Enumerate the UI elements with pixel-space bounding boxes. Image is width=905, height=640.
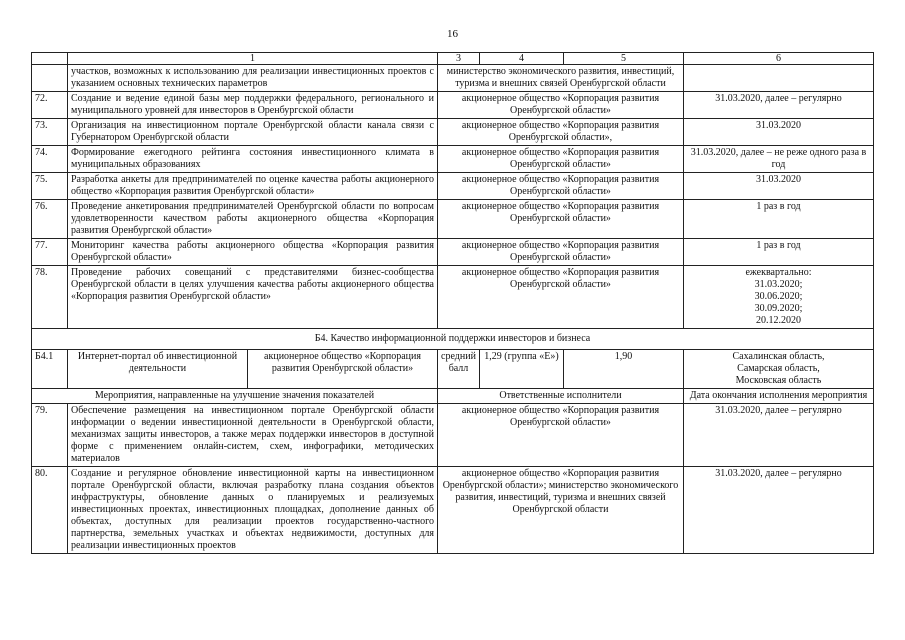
deadline-line: 30.09.2020;	[754, 303, 803, 314]
measure-text: Мониторинг качества работы акционерного общества «Корпорация развития Оренбургской области»	[68, 239, 438, 266]
indicator-target: 1,90	[564, 350, 684, 389]
responsible-text: акционерное общество «Корпорация развития Оренбургской области»	[438, 92, 684, 119]
deadline-text	[684, 65, 874, 92]
measure-text: Проведение анкетирования предпринимателей Оренбургской области по вопросам удовлетворенности качеством работы акционерного общества «Корпорация развития Оренбургской области»	[68, 200, 438, 239]
header-cell: 4	[480, 53, 564, 65]
row-number: 75.	[32, 173, 68, 200]
header-cell: 3	[438, 53, 480, 65]
table-row	[32, 173, 874, 200]
deadline-text: 1 раз в год	[684, 239, 874, 266]
row-number: 79.	[32, 404, 68, 467]
measure-text: Создание и ведение единой базы мер поддержки федерального, регионального и муниципального уровней для инвесторов в Оренбургской области	[68, 92, 438, 119]
measure-text: Проведение рабочих совещаний с представителями бизнес-сообщества Оренбургской области в целях улучшения качества работы акционерного общества «Корпорация развития Оренбургской области»	[68, 266, 438, 329]
responsible-text: акционерное общество «Корпорация развития Оренбургской области»	[438, 200, 684, 239]
table-row	[32, 92, 874, 119]
table-row	[32, 200, 874, 239]
deadline-text: 31.03.2020, далее – регулярно	[684, 92, 874, 119]
region-line: Самарская область,	[737, 363, 820, 374]
row-number: 77.	[32, 239, 68, 266]
page-number: 16	[447, 28, 458, 40]
row-number: 78.	[32, 266, 68, 329]
row-number: 74.	[32, 146, 68, 173]
responsible-text: акционерное общество «Корпорация развития Оренбургской области»	[438, 404, 684, 467]
row-number: 80.	[32, 467, 68, 554]
header-cell	[32, 53, 68, 65]
row-number: 76.	[32, 200, 68, 239]
deadline-line: ежеквартально:	[745, 267, 812, 278]
responsible-text: акционерное общество «Корпорация развития Оренбургской области»	[438, 173, 684, 200]
table-row	[32, 146, 874, 173]
responsible-text: акционерное общество «Корпорация развития Оренбургской области»	[438, 239, 684, 266]
table-row	[32, 467, 874, 554]
responsible-text: министерство экономического развития, инвестиций, туризма и внешних связей Оренбургской области	[438, 65, 684, 92]
deadline-line: 31.03.2020;	[754, 279, 803, 290]
indicator-number: Б4.1	[32, 350, 68, 389]
deadline-cell	[684, 266, 874, 329]
responsible-text: акционерное общество «Корпорация развития Оренбургской области»,	[438, 119, 684, 146]
responsible-text: акционерное общество «Корпорация развития Оренбургской области»; министерство экономического развития, инвестиций, туризма и внешних связей Оренбургской области	[438, 467, 684, 554]
indicator-current: 1,29 (группа «Е»)	[480, 350, 564, 389]
measure-text: Обеспечение размещения на инвестиционном портале Оренбургской области информации о ведении инвестиционной деятельности в Оренбургской области, механизмах защиты инвесторов, а также мерах поддержки инвесторов в доступной форме с применением онлайн-систем, схем, инфографики, методических материалов	[68, 404, 438, 467]
indicator-name: Интернет-портал об инвестиционной деятельности	[68, 350, 248, 389]
indicator-unit: средний балл	[438, 350, 480, 389]
responsible-header: Ответственные исполнители	[438, 389, 684, 404]
measure-text: Создание и регулярное обновление инвестиционной карты на инвестиционном портале Оренбургской области, включая разработку плана создания объектов инфраструктуры, обновление данных о планируемых и реализуемых инвестиционных проектах, инвестиционных площадках, дополнение данных об объектах, доступных для реализации проектов государственно-частного партнерства, земельных участках и объектах недвижимости, доступных для реализации инвестиционных проектов	[68, 467, 438, 554]
region-line: Московская область	[735, 375, 822, 386]
measure-text: Разработка анкеты для предпринимателей по оценке качества работы акционерного общество «Корпорация развития Оренбургской области»	[68, 173, 438, 200]
region-line: Сахалинская область,	[732, 351, 825, 362]
deadline-text: 31.03.2020, далее – регулярно	[684, 467, 874, 554]
responsible-text: акционерное общество «Корпорация развития Оренбургской области»	[438, 146, 684, 173]
row-number: 72.	[32, 92, 68, 119]
section-title: Б4. Качество информационной поддержки инвесторов и бизнеса	[32, 329, 874, 350]
table-row	[32, 119, 874, 146]
plan-table	[31, 52, 874, 554]
indicator-responsible: акционерное общество «Корпорация развития Оренбургской области»	[248, 350, 438, 389]
deadline-text: 31.03.2020, далее – не реже одного раза в год	[684, 146, 874, 173]
row-number: 73.	[32, 119, 68, 146]
measure-text: участков, возможных к использованию для реализации инвестиционных проектов с указанием основных технических параметров	[68, 65, 438, 92]
measure-text: Организация на инвестиционном портале Оренбургской области канала связи с Губернатором Оренбургской области	[68, 119, 438, 146]
measures-header-row	[32, 389, 874, 404]
column-number-row	[32, 53, 874, 65]
deadline-text: 31.03.2020	[684, 119, 874, 146]
measures-header: Мероприятия, направленные на улучшение значения показателей	[32, 389, 438, 404]
indicator-row	[32, 350, 874, 389]
header-cell: 6	[684, 53, 874, 65]
deadline-line: 20.12.2020	[756, 315, 801, 326]
table-row	[32, 404, 874, 467]
table-row	[32, 266, 874, 329]
measure-text: Формирование ежегодного рейтинга состояния инвестиционного климата в муниципальных образованиях	[68, 146, 438, 173]
deadline-line: 30.06.2020;	[754, 291, 803, 302]
deadline-text: 31.03.2020	[684, 173, 874, 200]
responsible-text: акционерное общество «Корпорация развития Оренбургской области»	[438, 266, 684, 329]
header-cell: 5	[564, 53, 684, 65]
table-row	[32, 239, 874, 266]
deadline-text: 1 раз в год	[684, 200, 874, 239]
indicator-regions	[684, 350, 874, 389]
header-cell: 1	[68, 53, 438, 65]
section-row	[32, 329, 874, 350]
table-row	[32, 65, 874, 92]
deadline-text: 31.03.2020, далее – регулярно	[684, 404, 874, 467]
deadline-header: Дата окончания исполнения мероприятия	[684, 389, 874, 404]
